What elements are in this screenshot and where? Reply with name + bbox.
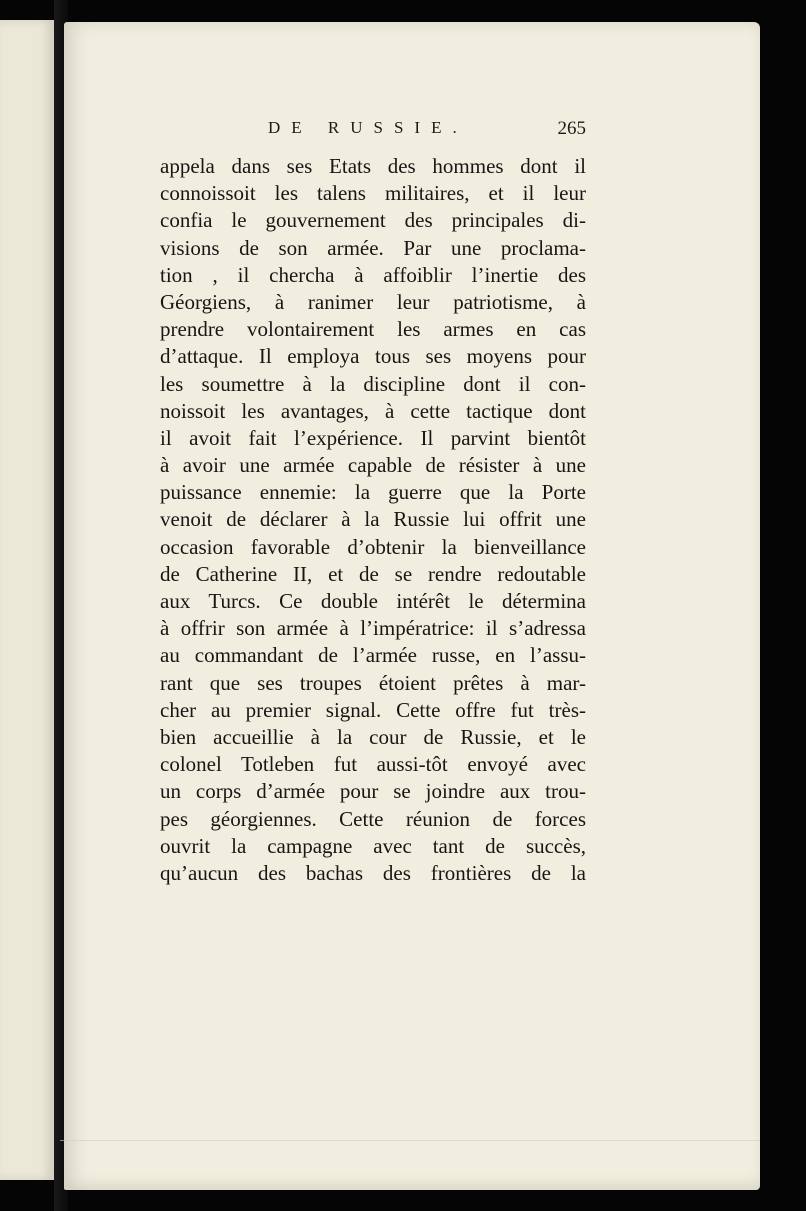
text-line: pes géorgiennes. Cette réunion de forces — [160, 806, 586, 831]
text-line: cher au premier signal. Cette offre fut très- — [160, 697, 586, 722]
text-line: au commandant de l’armée russe, en l’assu- — [160, 643, 586, 668]
body-text — [160, 153, 586, 887]
running-head — [268, 118, 586, 144]
text-line: à avoir une armée capable de résister à une — [160, 453, 586, 478]
text-line: venoit de déclarer à la Russie lui offrit une — [160, 507, 586, 532]
text-line: tion , il chercha à affoiblir l’inertie des — [160, 262, 586, 287]
text-line: qu’aucun des bachas des frontières de la — [160, 860, 586, 885]
text-line: ouvrit la campagne avec tant de succès, — [160, 833, 586, 858]
text-line: rant que ses troupes étoient prêtes à mar- — [160, 670, 586, 695]
text-line: Géorgiens, à ranimer leur patriotisme, à — [160, 289, 586, 314]
text-line: occasion favorable d’obtenir la bienveillance — [160, 534, 586, 559]
text-line: un corps d’armée pour se joindre aux trou- — [160, 779, 586, 804]
text-line: aux Turcs. Ce double intérêt le détermina — [160, 589, 586, 613]
page-bottom-edge — [60, 1140, 760, 1181]
text-line: bien accueillie à la cour de Russie, et le — [160, 724, 586, 749]
text-line: colonel Totleben fut aussi-tôt envoyé avec — [160, 752, 586, 777]
text-line: de Catherine II, et de se rendre redoutable — [160, 561, 586, 586]
text-line: les soumettre à la discipline dont il con- — [160, 371, 586, 396]
text-line: il avoit fait l’expérience. Il parvint bientôt — [160, 425, 586, 450]
text-line: prendre volontairement les armes en cas — [160, 317, 586, 342]
facing-page-edge — [0, 20, 56, 1180]
text-line: visions de son armée. Par une proclama- — [160, 235, 586, 260]
text-line: noissoit les avantages, à cette tactique dont — [160, 398, 586, 423]
text-line: appela dans ses Etats des hommes dont il — [160, 154, 586, 178]
running-head-title: DE RUSSIE. — [268, 118, 468, 137]
text-line: connoissoit les talens militaires, et il leur — [160, 181, 586, 206]
text-line: confia le gouvernement des principales di- — [160, 208, 586, 233]
text-line: d’attaque. Il employa tous ses moyens pour — [160, 344, 586, 369]
text-line: puissance ennemie: la guerre que la Porte — [160, 480, 586, 505]
text-line: à offrir son armée à l’impératrice: il s’adressa — [160, 616, 586, 641]
page-number: 265 — [557, 118, 586, 139]
